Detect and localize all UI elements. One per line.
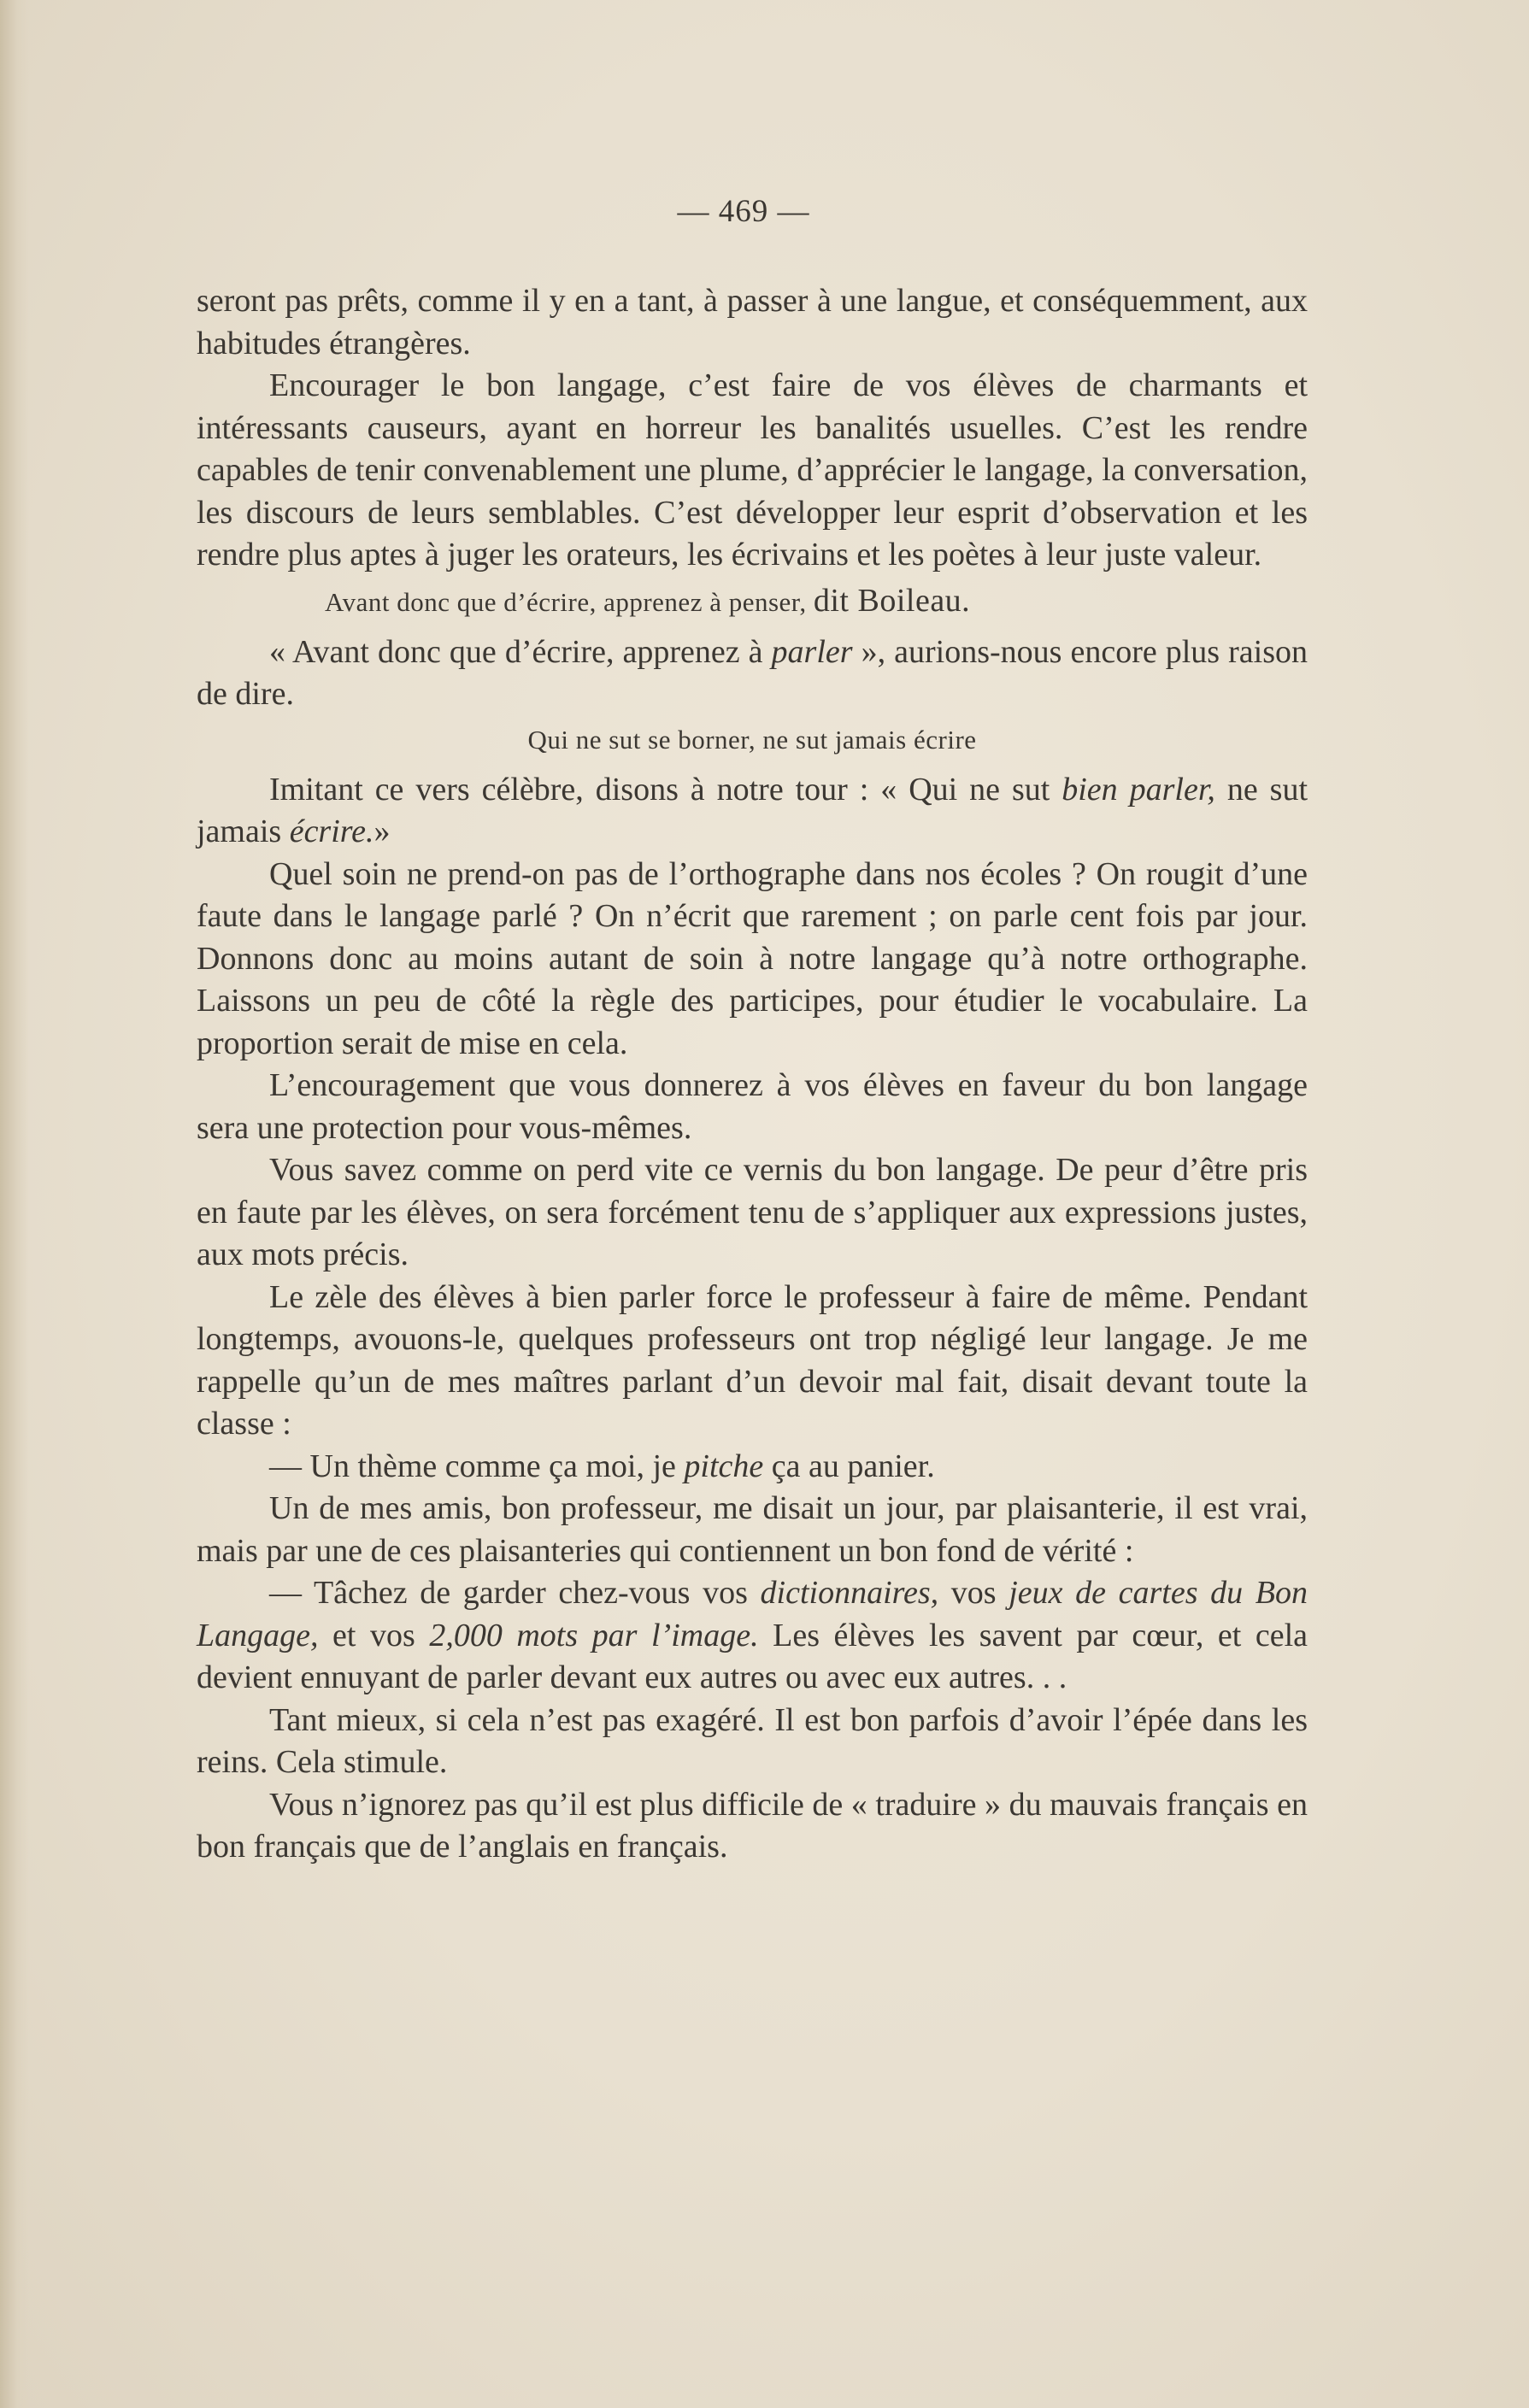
text-run: ne sut jamais [197,771,1308,849]
text-run: » [373,813,391,849]
paragraph: seront pas prêts, comme il y en a tant, à passer à une langue, et conséquemment, aux habitudes étrangères. [197,283,1308,361]
paragraph: Vous savez comme on perd vite ce vernis du bon langage. De peur d’être pris en faute par les élèves, on sera forcément tenu de s’appliquer aux expressions justes, aux mots précis. [197,1152,1308,1272]
text-run: — Un thème comme ça moi, je [269,1448,685,1484]
text-run: Imitant ce vers célèbre, disons à notre tour : « Qui ne sut [269,771,1062,808]
text-run: et vos [318,1617,430,1653]
text-run: « Avant donc que d’écrire, apprenez à [269,633,772,670]
paragraph [197,769,1308,854]
italic-text: pitche [684,1448,764,1484]
text-run: ça au panier. [763,1448,935,1484]
paragraph: Le zèle des élèves à bien parler force le professeur à faire de même. Pendant longtemps, avouons-le, quelques professeurs ont trop négligé leur langage. Je me rappelle qu’un de mes maîtres parlant d’un devoir mal fait, disait devant toute la classe : [197,1278,1308,1442]
italic-text: parler [771,633,853,670]
paragraph: Vous n’ignorez pas qu’il est plus difficile de « traduire » du mauvais français en bon français que de l’anglais en français. [197,1786,1308,1865]
quote-attribution: dit Boileau. [813,582,971,619]
quotation [325,582,1308,621]
paragraph: Un de mes amis, bon professeur, me disait un jour, par plaisanterie, il est vrai, mais par une de ces plaisanteries qui contiennent un bon fond de vérité : [197,1490,1308,1569]
paragraph [197,631,1308,716]
binding-gutter-shadow [0,0,29,2408]
italic-text: écrire. [289,813,374,849]
text-run: Les élèves les savent par cœur, et cela devient ennuyant de parler devant eux autres ou avec eux autres. . . [197,1617,1308,1695]
italic-text: dictionnaires, [760,1575,939,1611]
text-run: — Tâchez de garder chez-vous vos [269,1575,761,1611]
dialogue-line [197,1572,1308,1700]
dialogue-line [197,1446,1308,1489]
italic-text: 2,000 mots par l’image. [429,1617,759,1653]
quotation: Qui ne sut se borner, ne sut jamais écrire [527,724,977,755]
italic-text: bien parler, [1061,771,1215,808]
text-run: », aurions-nous encore plus raison de dire. [197,633,1308,712]
paragraph: L’encouragement que vous donnerez à vos élèves en faveur du bon langage sera une protection pour vous-mêmes. [197,1067,1308,1146]
text-run: vos [938,1575,1009,1611]
quote-text: Avant donc que d’écrire, apprenez à penser, [325,586,807,617]
italic-text: jeux de cartes du Bon Langage, [197,1575,1308,1653]
paragraph: Quel soin ne prend-on pas de l’orthographe dans nos écoles ? On rougit d’une faute dans le langage parlé ? On n’écrit que rarement ; on parle cent fois par jour. Donnons donc au moins autant de soin à notre langage qu’à notre orthographe. Laissons un peu de côté la règle des participes, pour étudier le vocabulaire. La proportion serait de mise en cela. [197,855,1308,1061]
paragraph: Encourager le bon langage, c’est faire de vos élèves de charmants et intéressants causeurs, ayant en horreur les banalités usuelles. C’est les rendre capables de tenir convenablement une plume, d’apprécier le langage, la conversation, les discours de leurs semblables. C’est développer leur esprit d’observation et les rendre plus aptes à juger les orateurs, les écrivains et les poètes à leur juste valeur. [197,367,1308,573]
page-number: — 469 — [677,194,810,229]
paragraph: Tant mieux, si cela n’est pas exagéré. Il est bon parfois d’avoir l’épée dans les reins. Cela stimule. [197,1701,1308,1780]
body-text [197,280,1308,1869]
